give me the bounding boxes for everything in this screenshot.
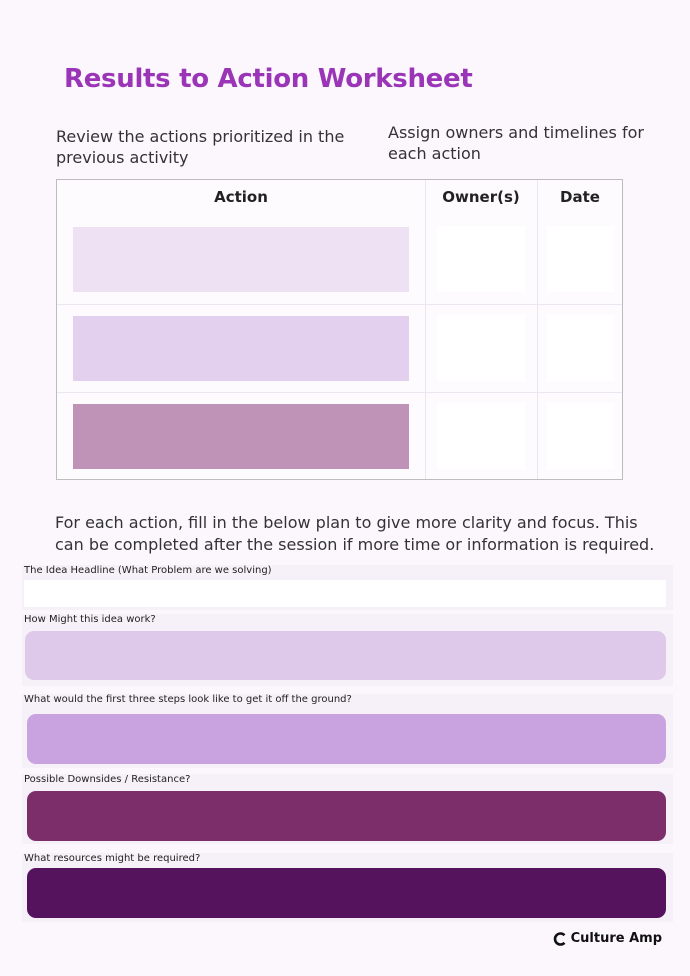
brand-name: Culture Amp [570,931,662,946]
action-field-row-1[interactable] [73,227,409,292]
row-divider [57,304,622,305]
intro-assign-text: Assign owners and timelines for each action [388,123,644,163]
action-field-row-2[interactable] [73,316,409,381]
action-table [56,179,623,480]
plan-instructions: For each action, fill in the below plan to give more clarity and focus. This can be completed after the session if more time or information is required. [55,513,655,554]
plan-section-resources [22,853,673,922]
column-divider [537,180,538,479]
intro-review-text: Review the actions prioritized in the previous activity [56,127,345,167]
plan-section-idea-headline [22,565,673,610]
owner-field-row-3[interactable] [437,403,525,469]
first-steps-label: What would the first three steps look like to get it off the ground? [24,694,352,705]
plan-section-downsides [22,774,673,844]
plan-section-how-might [22,614,673,686]
column-divider [425,180,426,479]
date-column-header: Date [560,188,600,206]
date-field-row-3[interactable] [547,403,614,469]
owner-field-row-2[interactable] [437,315,525,381]
how-might-label: How Might this idea work? [24,614,156,625]
resources-field[interactable] [27,868,666,918]
action-column-header: Action [214,188,268,206]
action-field-row-3[interactable] [73,404,409,469]
first-steps-field[interactable] [27,714,666,764]
row-divider [57,392,622,393]
downsides-field[interactable] [27,791,666,841]
culture-amp-logo-icon [553,932,567,946]
plan-section-first-steps [22,694,673,768]
date-field-row-2[interactable] [547,315,614,381]
page-title: Results to Action Worksheet [64,64,473,94]
downsides-label: Possible Downsides / Resistance? [24,774,191,785]
owners-column-header: Owner(s) [442,188,520,206]
resources-label: What resources might be required? [24,853,201,864]
owner-field-row-1[interactable] [437,226,525,292]
how-might-field[interactable] [25,631,666,680]
idea-headline-label: The Idea Headline (What Problem are we solving) [24,565,272,576]
culture-amp-brand [553,931,662,946]
idea-headline-field[interactable] [24,580,666,607]
date-field-row-1[interactable] [547,226,614,292]
